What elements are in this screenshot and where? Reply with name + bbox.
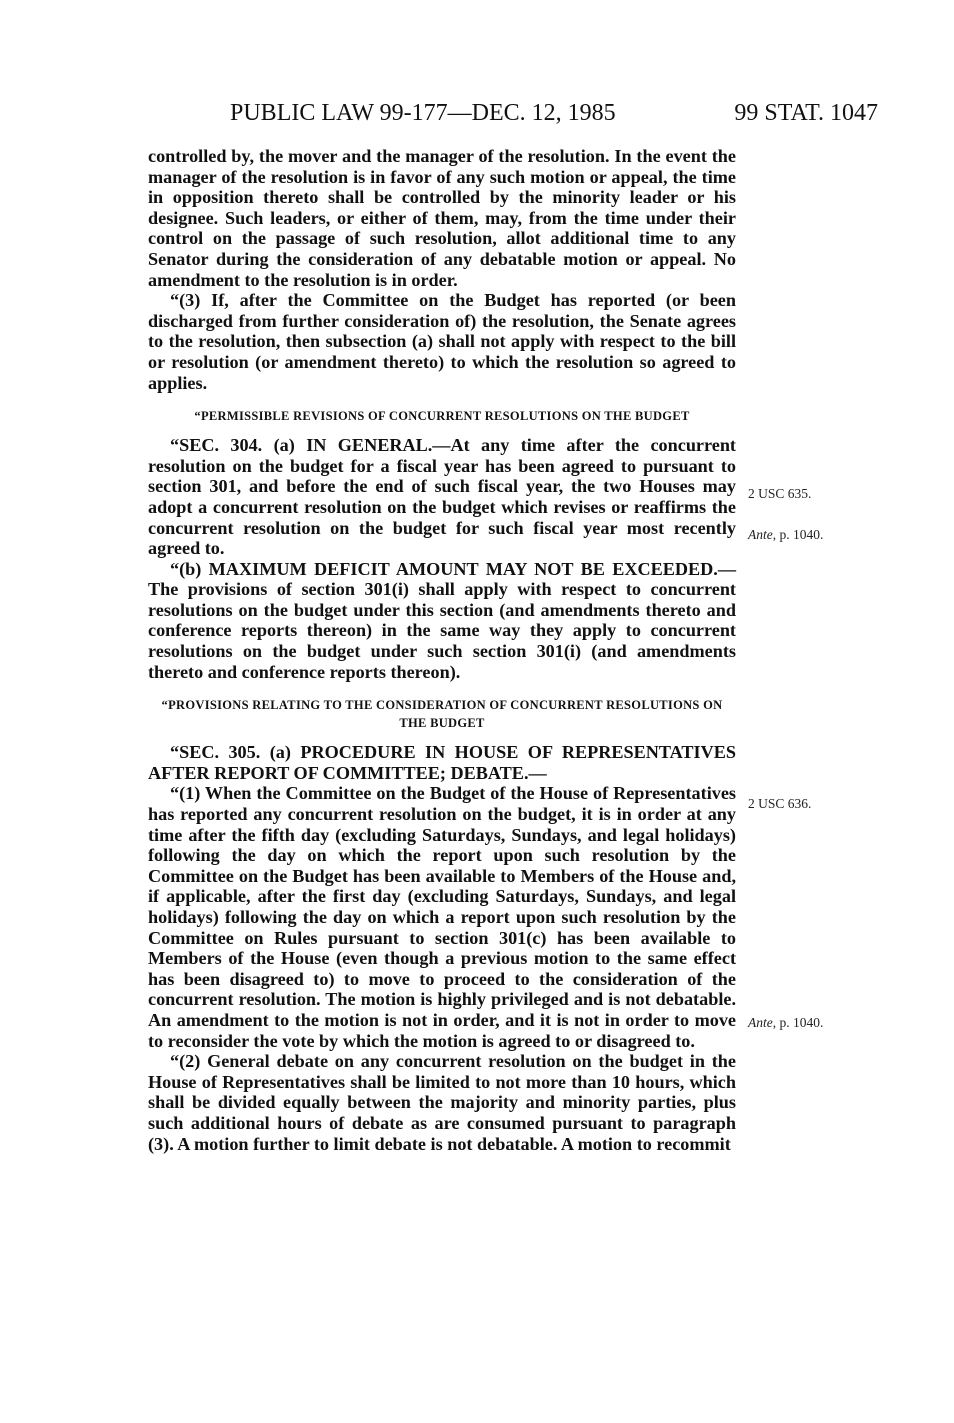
section-304-b-lead: “(b) MAXIMUM DEFICIT AMOUNT MAY NOT BE EXCEEDED. (170, 558, 718, 579)
running-header (148, 92, 878, 132)
margin-note-ante-2-page: , p. 1040. (772, 1015, 824, 1030)
section-304-b (148, 559, 736, 683)
margin-note-usc-635: 2 USC 635. (748, 486, 812, 501)
section-304-a-text: —At any time after the concurrent resolution on the budget for a fiscal year has been agreed to pursuant to section 301, and before the end of such fiscal year, the two Houses may adopt a concurrent resolution on the budget which revises or reaffirms the concurrent resolution on the budget for such fiscal year most recently agreed to. (148, 435, 736, 559)
margin-note-ante-1 (748, 527, 823, 543)
section-305-a-1: “(1) When the Committee on the Budget of the House of Representatives has reported any concurrent resolution on the budget, it is in order at any time after the fifth day (excluding Saturdays, Sundays, and legal holidays) following the day on which the report upon such resolution by the Committee on the Budget has been available to Members of the House and, if applicable, after the first day (excluding Saturdays, Sundays, and legal holidays) following the day on which a report upon such resolution by the Committee on Rules pursuant to section 301(c) has been available to Members of the House (even though a previous motion to the same effect has been disagreed to) to move to proceed to the consideration of the concurrent resolution. The motion is highly privileged and is not debatable. An amendment to the motion is not in order, and it is not in order to move to reconsider the vote by which the motion is agreed to or disagreed to. (148, 783, 736, 1051)
section-305-a-dash: — (528, 762, 547, 783)
section-304-b-text: —The provisions of section 301(i) shall apply with respect to concurrent resolutions on the budget under this section (and amendments thereto and conference reports thereon) in the same way they apply to concurrent resolutions on the budget under such section 301(i) (and amendments thereto and conference reports thereon). (148, 558, 736, 682)
section-305-a-2: “(2) General debate on any concurrent resolution on the budget in the House of Representatives shall be limited to not more than 10 hours, which shall be divided equally between the majority and minority parties, plus such additional hours of debate as are consumed pursuant to paragraph (3). A motion further to limit debate is not debatable. A motion to recommit (148, 1051, 736, 1154)
section-heading-304: “PERMISSIBLE REVISIONS OF CONCURRENT RESOLUTIONS ON THE BUDGET (194, 409, 690, 424)
header-stat-page: 99 STAT. 1047 (734, 100, 878, 126)
section-305-a-lead: “SEC. 305. (a) PROCEDURE IN HOUSE OF REPRESENTATIVES AFTER REPORT OF COMMITTEE; DEBATE. (148, 742, 736, 783)
body-text (148, 146, 736, 1154)
margin-note-ante-1-page: , p. 1040. (772, 527, 824, 542)
margin-note-usc-636: 2 USC 636. (748, 796, 812, 811)
header-law-date: PUBLIC LAW 99-177—DEC. 12, 1985 (230, 100, 616, 126)
margin-note-ante-2 (748, 1015, 823, 1031)
paragraph-continuation: controlled by, the mover and the manager of the resolution. In the event the manager of the resolution is in favor of any such motion or appeal, the time in opposition thereto shall be controlled by the minority leader or his designee. Such leaders, or either of them, may, from the time under their control on the passage of such resolution, allot additional time to any Senator during the consideration of any debatable motion or appeal. No amendment to the resolution is in order. (148, 146, 736, 290)
section-heading-305: “PROVISIONS RELATING TO THE CONSIDERATION OF CONCURRENT RESOLUTIONS ON THE BUDGET (161, 698, 723, 731)
margin-note-ante-2-italic: Ante (748, 1015, 773, 1030)
section-305-a (148, 742, 736, 783)
paragraph-3: “(3) If, after the Committee on the Budget has reported (or been discharged from further consideration of) the resolution, the Senate agrees to the resolution, then subsection (a) shall not apply with respect to the bill or resolution (or amendment thereto) to which the resolution so agreed to applies. (148, 290, 736, 393)
section-304-a (148, 435, 736, 559)
margin-note-ante-1-italic: Ante (748, 527, 773, 542)
section-304-a-lead: “SEC. 304. (a) IN GENERAL. (170, 435, 433, 456)
